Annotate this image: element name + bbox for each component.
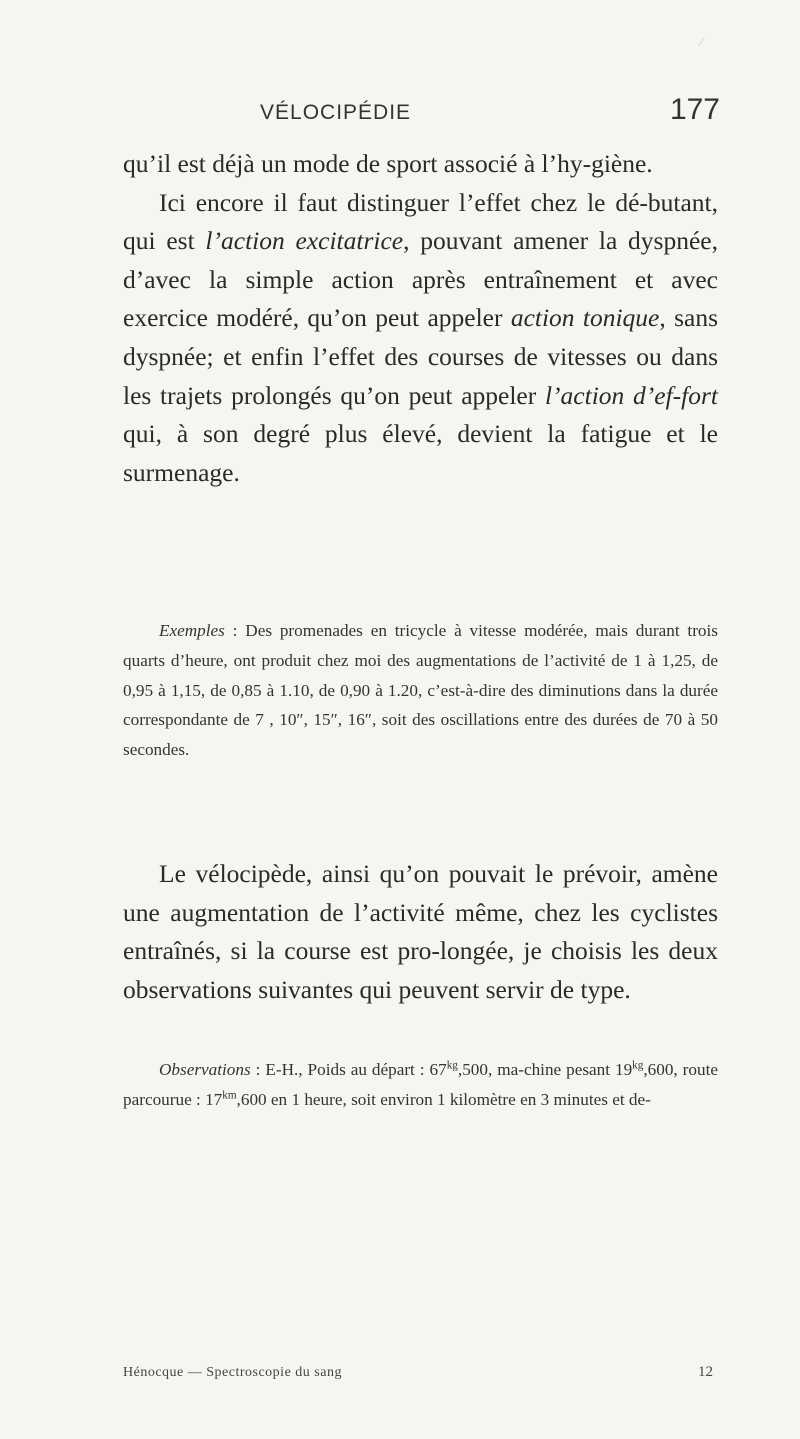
observations-block <box>123 1055 718 1115</box>
examples-text: : Des promenades en tricycle à vitesse modérée, mais durant trois quarts d’heure, ont produit chez moi des augmentations de l’activité de 1 à 1,25, de 0,95 à 1,15, de 0,85 à 1.10, de 0,90 à 1.20, c’est-à-dire des diminutions dans la durée correspondante de 7 , 10″, 15″, 16″, soit des oscillations entre des durées de 70 à 50 secondes. <box>123 621 718 760</box>
para1-text-c: , sans dyspnée; et enfin l’effet des courses de vitesses ou dans les trajets prolongés qu’on peut appeler <box>123 303 718 410</box>
examples-block <box>123 616 718 765</box>
examples-paragraph <box>123 616 718 765</box>
term-action-tonique: action tonique <box>510 303 660 333</box>
intro-paragraph: qu’il est déjà un mode de sport associé à l’hy-giène. <box>123 149 653 178</box>
observations-label: Observations <box>159 1060 251 1079</box>
term-action-effort: l’action d’ef-fort <box>544 380 718 410</box>
term-action-excitatrice: l’action excitatrice <box>205 226 404 256</box>
running-title: VÉLOCIPÉDIE <box>260 101 412 124</box>
paragraph-velocipede: Le vélocipède, ainsi qu’on pouvait le prévoir, amène une augmentation de l’activité même, chez les cyclistes entraînés, si la course est pro-longée, je choisis les deux observations suivantes qui peuvent servir de type. <box>123 859 718 1004</box>
page-footer <box>123 1364 719 1381</box>
observations-paragraph <box>123 1055 718 1115</box>
corner-mark-icon: ⁄ <box>700 35 703 49</box>
unit-kg-1: kg <box>446 1059 458 1072</box>
paragraph-actions <box>123 184 718 493</box>
examples-label: Exemples <box>159 621 225 640</box>
footer-signature: Hénocque — Spectroscopie du sang <box>123 1365 342 1380</box>
page-header <box>120 93 720 133</box>
observations-text-b: ,500, ma-chine pesant 19 <box>457 1060 633 1079</box>
main-text-block-2 <box>123 855 718 1009</box>
para1-text-a: Ici encore il faut distinguer l’effet chez le dé-butant, qui est <box>123 187 718 256</box>
observations-text-c: ,600, route parcourue : 17 <box>123 1060 718 1109</box>
main-text-block-1 <box>123 145 718 492</box>
observations-text-d: ,600 en 1 heure, soit environ 1 kilomètre en 3 minutes et de- <box>236 1089 651 1109</box>
unit-km: km <box>222 1089 237 1102</box>
para1-text-b: , pouvant amener la dyspnée, d’avec la simple action après entraînement et avec exercice modéré, qu’on peut appeler <box>123 226 718 333</box>
unit-kg-2: kg <box>632 1059 644 1072</box>
sheet-number: 12 <box>698 1364 713 1380</box>
observations-text-a: : E-H., Poids au départ : 67 <box>250 1060 447 1079</box>
page-number: 177 <box>669 93 720 126</box>
para1-text-d: qui, à son degré plus élevé, devient la fatigue et le surmenage. <box>123 419 718 487</box>
